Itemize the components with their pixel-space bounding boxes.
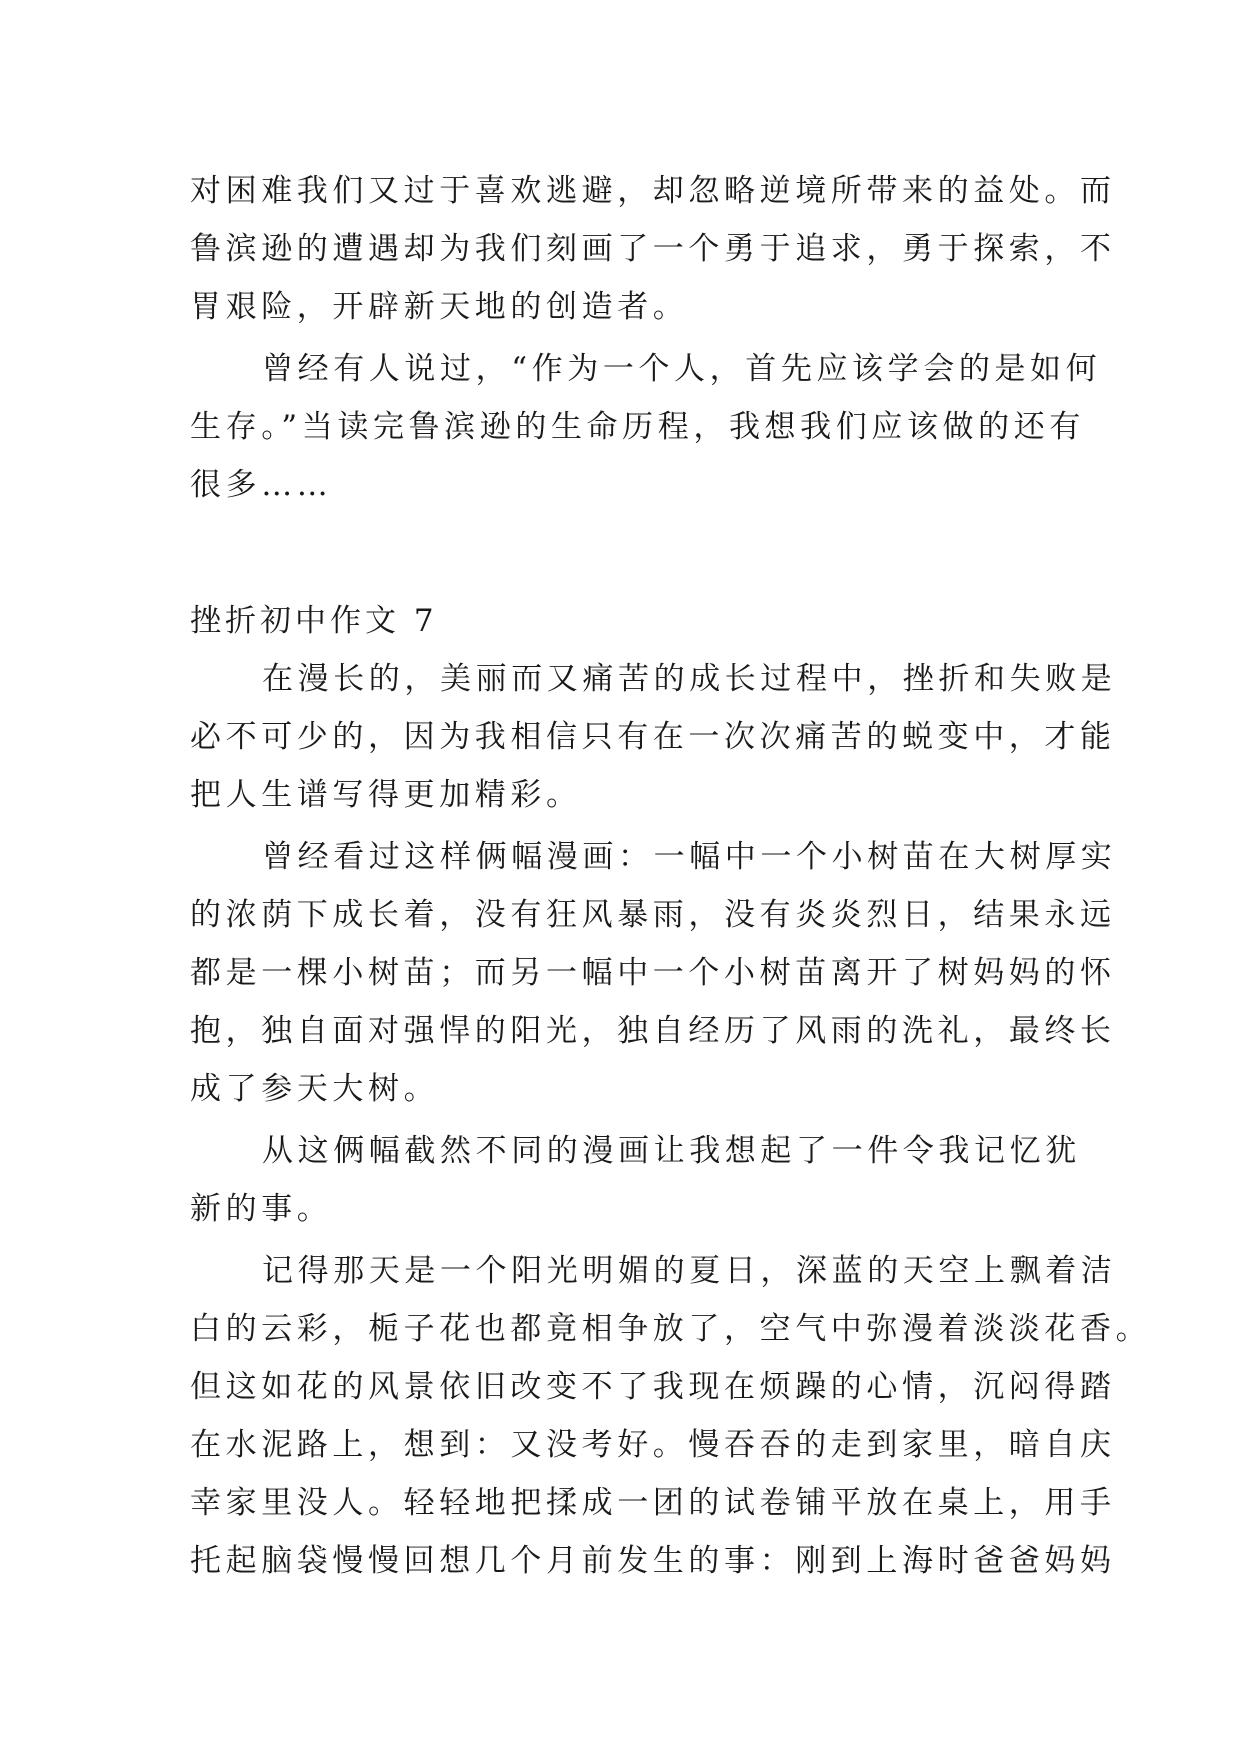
text-line: 把人生谱写得更加精彩。 <box>190 777 582 813</box>
text-line: 都是一棵小树苗；而另一幅中一个小树苗离开了树妈妈的怀 <box>190 955 1116 991</box>
text-line: 托起脑袋慢慢回想几个月前发生的事：刚到上海时爸爸妈妈 <box>190 1543 1116 1579</box>
document-body <box>190 162 1152 1590</box>
text-line: 在水泥路上，想到：又没考好。慢吞吞的走到家里，暗自庆 <box>190 1427 1116 1463</box>
text-line: 在漫长的，美丽而又痛苦的成长过程中，挫折和失败是 <box>262 661 1117 697</box>
text-line: 抱，独自面对强悍的阳光，独自经历了风雨的洗礼，最终长 <box>190 1013 1116 1049</box>
text-line: 必不可少的，因为我相信只有在一次次痛苦的蜕变中，才能 <box>190 719 1116 755</box>
text-line: 生存。”当读完鲁滨逊的生命历程，我想我们应该做的还有 <box>190 409 1085 445</box>
text-line: 但这如花的风景依旧改变不了我现在烦躁的心情，沉闷得踏 <box>190 1369 1116 1405</box>
text-line: 鲁滨逊的遭遇却为我们刻画了一个勇于追求，勇于探索，不 <box>190 231 1116 267</box>
text-line: 记得那天是一个阳光明媚的夏日，深蓝的天空上飘着洁 <box>262 1253 1117 1289</box>
paragraph <box>190 1242 1152 1590</box>
text-line: 对困难我们又过于喜欢逃避，却忽略逆境所带来的益处。而 <box>190 173 1116 209</box>
paragraph <box>190 340 1102 514</box>
paragraph <box>190 828 1117 1118</box>
text-line: 曾经看过这样俩幅漫画：一幅中一个小树苗在大树厚实 <box>262 839 1117 875</box>
text-line: 很多…… <box>190 467 333 503</box>
text-line: 幸家里没人。轻轻地把揉成一团的试卷铺平放在桌上，用手 <box>190 1485 1116 1521</box>
text-line: 曾经有人说过，“作为一个人，首先应该学会的是如何 <box>262 351 1102 387</box>
text-line: 白的云彩，栀子花也都竟相争放了，空气中弥漫着淡淡花香。 <box>190 1311 1152 1347</box>
text-line: 成了参天大树。 <box>190 1071 440 1107</box>
text-line: 新的事。 <box>190 1191 333 1227</box>
text-line: 胃艰险，开辟新天地的创造者。 <box>190 289 689 325</box>
paragraph <box>190 650 1117 824</box>
essay-title: 挫折初中作文 7 <box>190 603 438 639</box>
paragraph <box>190 162 1116 336</box>
paragraph <box>190 1122 1081 1238</box>
text-line: 的浓荫下成长着，没有狂风暴雨，没有炎炎烈日，结果永远 <box>190 897 1116 933</box>
text-line: 从这俩幅截然不同的漫画让我想起了一件令我记忆犹 <box>262 1133 1081 1169</box>
